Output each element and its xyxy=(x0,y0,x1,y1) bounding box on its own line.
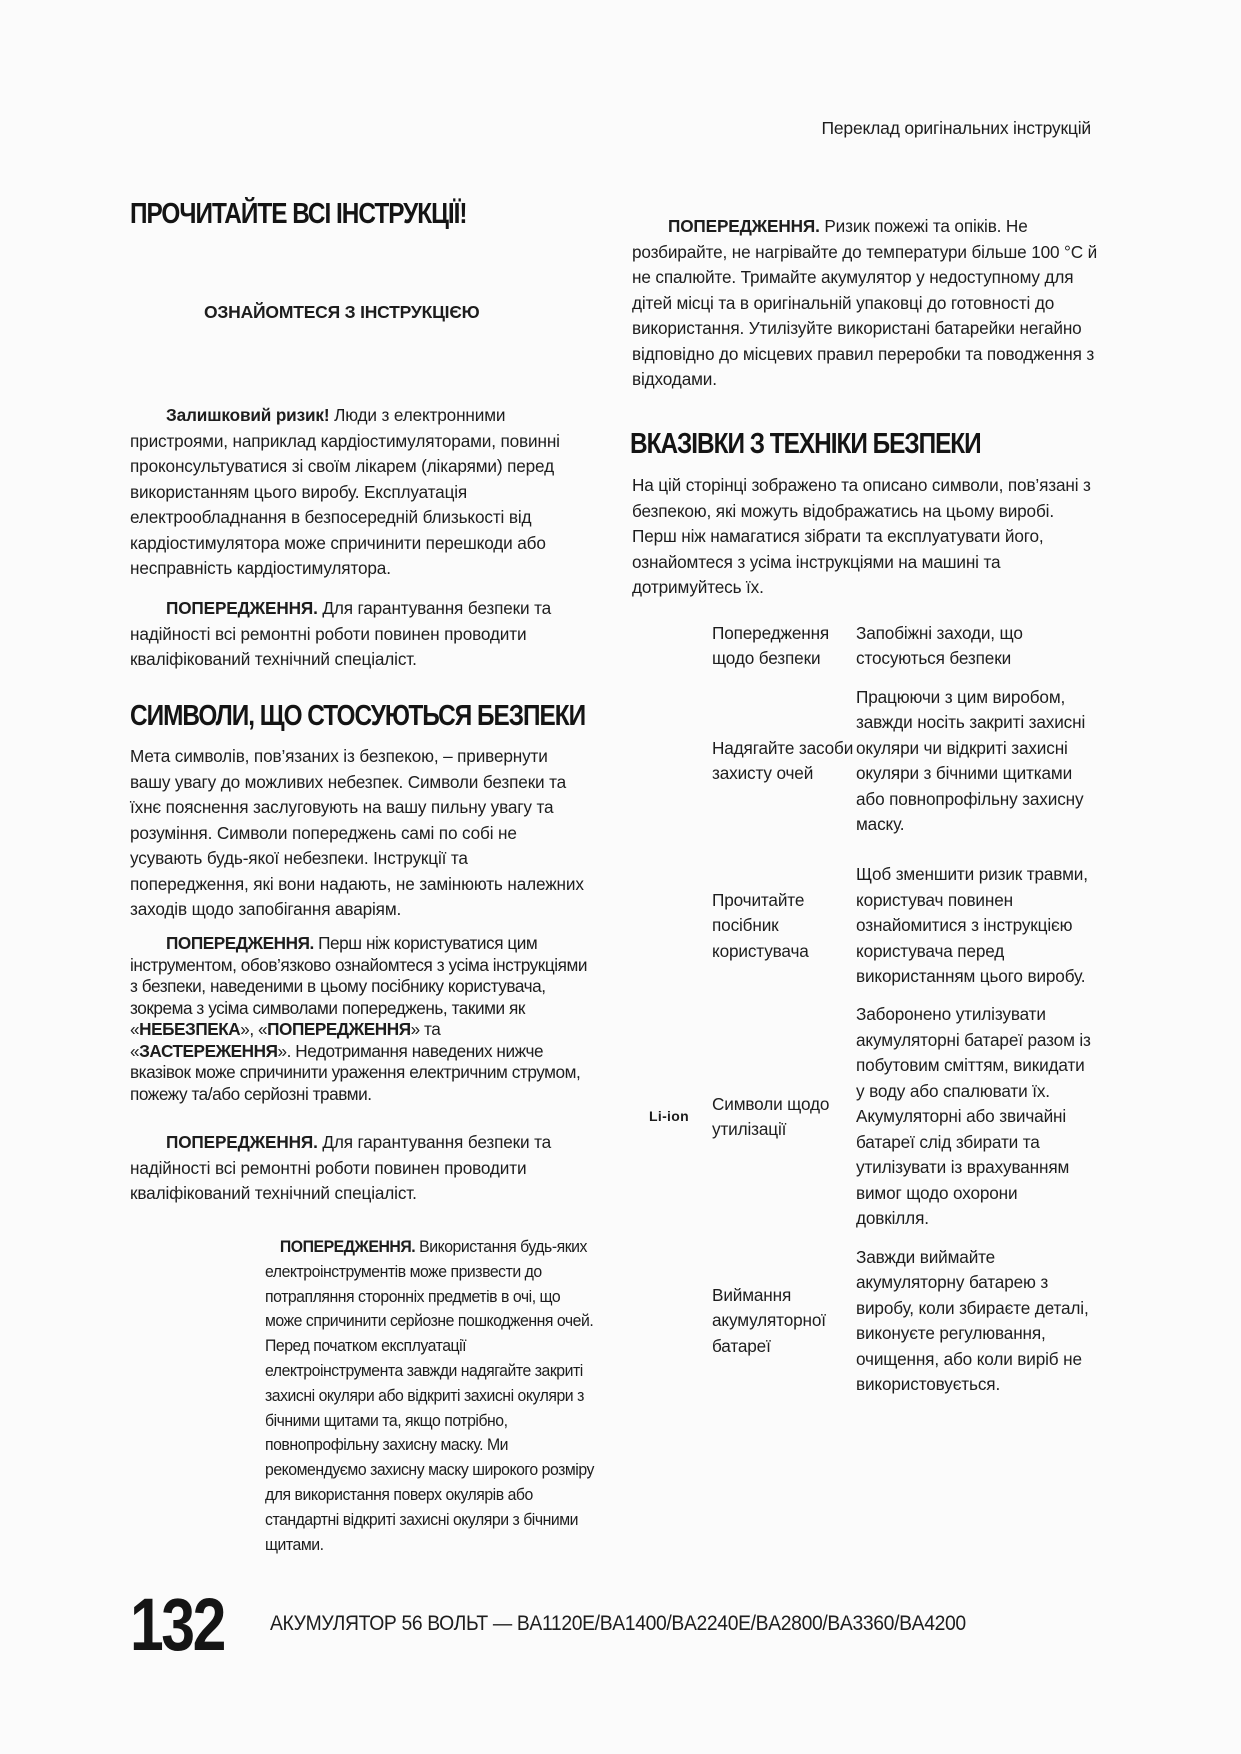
running-head: Переклад оригінальних інструкцій xyxy=(821,118,1091,138)
page-number: 132 xyxy=(130,1583,224,1666)
symbol-name: Надягайте засоби захисту очей xyxy=(712,737,854,783)
table-row xyxy=(626,1232,1091,1410)
warning-eyes-text: Використання будь-яких електроінструментів може призвести до потрапляння сторонніх предметів в очі, що може спричинити серйозне пошкодження очей. Перед початком експлуатації електроінструмента завжди надягайте закриті захисні окуляри або відкриті захисні окуляри з бічними щитами та, якщо потрібно, повнопрофільну захисну маску. Ми рекомендуємо захисну маску широкого розміру для використання поверх окулярів або стандартні відкриті захисні окуляри з бічними щитами. xyxy=(265,1237,594,1554)
li-ion-recycling-symbol: Li-ion xyxy=(649,1108,689,1125)
symbol-description: Заборонено утилізувати акумуляторні батареї разом із побутовим сміттям, викидати у воду або спалювати їх. Акумуляторні або звичайні батареї слід збирати та утилізувати із врахуванням вимог щодо охорони довкілля. xyxy=(856,1004,1091,1229)
symbol-name: Попередження щодо безпеки xyxy=(712,622,830,668)
warning-label: ПОПЕРЕДЖЕННЯ. xyxy=(166,598,318,618)
subheading-familiarize: ОЗНАЙОМТЕСЯ З ІНСТРУКЦІЄЮ xyxy=(204,302,480,322)
warning-repairs-text: Для гарантування безпеки та надійності всі ремонтні роботи повинен проводити кваліфікований технічний спеціаліст. xyxy=(130,598,552,669)
table-row xyxy=(626,1002,1091,1232)
warning-repairs2-text: Для гарантування безпеки та надійності всі ремонтні роботи повинен проводити кваліфікований технічний спеціаліст. xyxy=(130,1132,552,1203)
warning-eyes-paragraph xyxy=(265,1235,595,1557)
warning-read-text: Перш ніж користуватися цим інструментом, обов’язково ознайомтеся з усіма інструкціями з безпеки, наведеними в цьому посібнику користувача, зокрема з усіма символами попереджень, такими як « xyxy=(130,933,588,1039)
symbol-description: Працюючи з цим виробом, завжди носіть закриті захисні окуляри чи відкриті захисні окуляри з бічними щитками або повнопрофільну захисну маску. xyxy=(856,686,1086,834)
heading-read-all: ПРОЧИТАЙТЕ ВСІ ІНСТРУКЦІЇ! xyxy=(130,198,467,230)
residual-risk-text: Люди з електронними пристроями, наприклад кардіостимуляторами, повинні проконсультуватися зі своїм лікарем (лікарями) перед використанням цього виробу. Експлуатація електрообладнання в безпосередній близькості від кардіостимулятора може спричинити перешкоди або несправність кардіостимулятора. xyxy=(130,405,560,578)
word-warning: ПОПЕРЕДЖЕННЯ xyxy=(267,1019,411,1039)
safety-symbols-table xyxy=(626,620,1091,1410)
warning-fire-paragraph xyxy=(632,214,1102,393)
symbol-name: Символи щодо утилізації xyxy=(712,1093,830,1139)
symbols-intro-paragraph: Мета символів, пов’язаних із безпекою, – привернути вашу увагу до можливих небезпек. Символи безпеки та їхнє пояснення заслуговують на вашу пильну увагу та розуміння. Символи попереджень самі по собі не усувають будь-якої небезпеки. Інструкції та попередження, які вони надають, не замінюють належних заходів щодо запобігання аваріям. xyxy=(130,746,584,919)
warning-repairs-paragraph xyxy=(130,596,590,673)
word-danger: НЕБЕЗПЕКА xyxy=(139,1019,241,1039)
battery-removal-symbol-cell xyxy=(626,1232,712,1410)
residual-risk-label: Залишковий ризик! xyxy=(166,405,330,425)
warning-label: ПОПЕРЕДЖЕННЯ. xyxy=(279,1237,416,1256)
symbol-description: Щоб зменшити ризик травми, користувач повинен ознайомитися з інструкцією користувача перед використанням цього виробу. xyxy=(856,864,1088,987)
symbol-description: Запобіжні заходи, що стосуються безпеки xyxy=(856,622,1023,668)
footer-product-title: АКУМУЛЯТОР 56 ВОЛЬТ — BA1120E/BA1400/BA2240E/BA2800/BA3360/BA4200 xyxy=(270,1611,966,1635)
warning-label: ПОПЕРЕДЖЕННЯ. xyxy=(166,1132,318,1152)
warning-label: ПОПЕРЕДЖЕННЯ. xyxy=(668,216,820,236)
table-row xyxy=(626,672,1091,850)
symbol-description: Завжди виймайте акумуляторну батарею з виробу, коли збираєте деталі, виконуєте регулювання, очищення, або коли виріб не використовується. xyxy=(856,1246,1089,1394)
warning-read-text-end: ». Недотримання наведених нижче вказівок може спричинити ураження електричним струмом, пожежу та/або серйозні травми. xyxy=(130,1040,581,1104)
residual-risk-paragraph xyxy=(130,403,590,582)
word-caution: ЗАСТЕРЕЖЕННЯ xyxy=(139,1040,278,1061)
table-row xyxy=(626,850,1091,1002)
table-row xyxy=(626,620,1091,672)
separator-text: », « xyxy=(240,1019,268,1039)
safety-tips-intro: На цій сторінці зображено та описано символи, пов’язані з безпекою, які можуть відображатись на цьому виробі. Перш ніж намагатися зібрати та експлуатувати його, ознайомтеся з усіма інструкціями на машині та дотримуйтесь їх. xyxy=(632,475,1091,597)
eye-protection-symbol-cell xyxy=(626,672,712,850)
symbol-name: Прочитайте посібник користувача xyxy=(712,889,809,961)
warning-read-paragraph xyxy=(130,933,595,1105)
separator-text: » та « xyxy=(130,1019,441,1061)
safety-alert-symbol-cell xyxy=(626,620,712,672)
warning-repairs2-paragraph xyxy=(130,1130,590,1207)
heading-safety-tips: ВКАЗІВКИ З ТЕХНІКИ БЕЗПЕКИ xyxy=(630,428,981,460)
warning-label: ПОПЕРЕДЖЕННЯ. xyxy=(166,933,314,953)
read-manual-symbol-cell xyxy=(626,850,712,1002)
heading-safety-symbols: СИМВОЛИ, ЩО СТОСУЮТЬСЯ БЕЗПЕКИ xyxy=(130,700,586,732)
symbol-name: Виймання акумуляторної батареї xyxy=(712,1284,826,1356)
warning-fire-text: Ризик пожежі та опіків. Не розбирайте, не нагрівайте до температури більше 100 °С й не спалюйте. Тримайте акумулятор у недоступному для дітей місці та в оригінальній упаковці до готовності до використання. Утилізуйте використані батарейки негайно відповідно до місцевих правил переробки та поводження з відходами. xyxy=(632,216,1098,389)
